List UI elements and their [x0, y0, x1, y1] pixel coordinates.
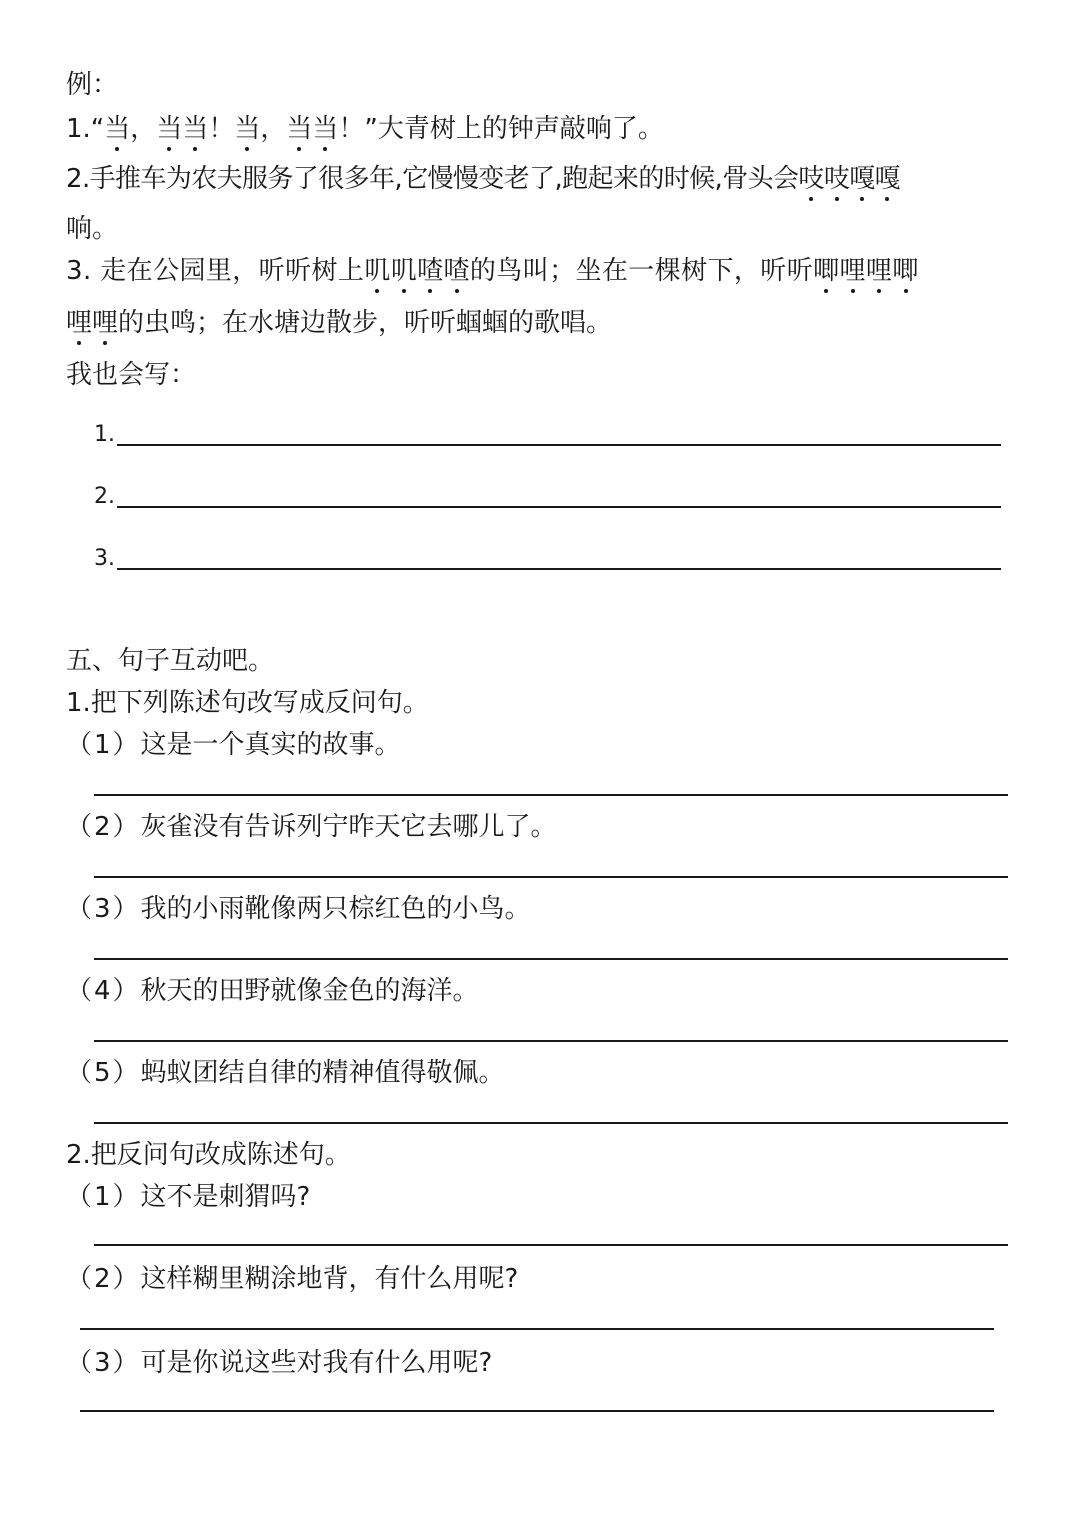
question-text: 这是一个真实的故事。 — [140, 730, 401, 760]
example-sentence-3-line-2 — [66, 306, 612, 340]
example-3-text-b: 的鸟叫；坐在一棵树下，听听 — [469, 256, 814, 286]
question-number: （5） — [66, 1058, 141, 1088]
write-label: 我也会写： — [66, 360, 197, 390]
dotted-char: 叽 — [364, 256, 391, 286]
example-sentence-3-line-1 — [66, 254, 919, 288]
question-item — [66, 974, 479, 1008]
dotted-char: 当 — [234, 114, 261, 144]
answer-line[interactable] — [80, 1410, 994, 1412]
example-2-text-a: 2.手推车为农夫服务了很多年,它慢慢变老了,跑起来的时候,骨头会 — [66, 164, 799, 194]
write-line-number: 1. — [94, 422, 115, 447]
question-number: （4） — [66, 976, 141, 1006]
question-number: （2） — [66, 812, 141, 842]
dotted-char: 哩 — [839, 256, 866, 286]
dotted-char: 当 — [182, 114, 209, 144]
example-3-text-c: 的虫鸣；在水塘边散步，听听蝈蝈的歌唱。 — [118, 308, 613, 338]
question-text: 我的小雨靴像两只棕红色的小鸟。 — [140, 894, 531, 924]
question-item — [66, 728, 401, 762]
answer-line[interactable] — [94, 1244, 1008, 1246]
dotted-char: 喳 — [417, 256, 444, 286]
question-number: （2） — [66, 1264, 141, 1294]
example-1-text-b: ， — [130, 114, 157, 144]
answer-line[interactable] — [94, 1122, 1008, 1124]
dotted-char: 当 — [156, 114, 183, 144]
example-3-text-a: 3. 走在公园里，听听树上 — [66, 256, 365, 286]
answer-line[interactable] — [94, 958, 1008, 960]
answer-line[interactable] — [94, 794, 1008, 796]
dotted-char: 吱 — [798, 164, 824, 194]
write-answer-rule — [117, 568, 1001, 570]
dotted-char: 叽 — [390, 256, 418, 286]
write-answer-rule — [117, 444, 1001, 446]
question-number: （3） — [66, 894, 141, 924]
dotted-char: 吱 — [823, 164, 850, 194]
dotted-char: 唧 — [813, 256, 840, 286]
answer-line[interactable] — [80, 1328, 994, 1330]
question-item — [66, 1346, 492, 1380]
question-item — [66, 892, 531, 926]
question-text: 秋天的田野就像金色的海洋。 — [140, 976, 479, 1006]
section-5-title: 五、句子互动吧。 — [66, 646, 275, 676]
question-item — [66, 1262, 518, 1296]
question-item — [66, 1180, 310, 1214]
question-text: 蚂蚁团结自律的精神值得敬佩。 — [140, 1058, 505, 1088]
answer-line[interactable] — [94, 1040, 1008, 1042]
dotted-char: 哩 — [92, 308, 119, 338]
dotted-char: 唧 — [892, 256, 919, 286]
write-line-number: 3. — [94, 546, 115, 571]
example-1-text-c: ！ — [208, 114, 235, 144]
question-number: （3） — [66, 1348, 141, 1378]
dotted-char: 嘎 — [874, 164, 901, 194]
question-text: 这不是刺猬吗? — [140, 1182, 311, 1212]
question-text: 可是你说这些对我有什么用呢? — [140, 1348, 493, 1378]
dotted-char: 嘎 — [849, 164, 875, 194]
write-line-2[interactable] — [94, 482, 1001, 512]
part-2-title: 2.把反问句改成陈述句。 — [66, 1140, 351, 1170]
question-text: 这样糊里糊涂地背，有什么用呢? — [140, 1264, 519, 1294]
dotted-char: 哩 — [865, 256, 893, 286]
dotted-char: 当 — [312, 114, 339, 144]
example-1-text-f: ！”大青树上的钟声敲响了。 — [338, 114, 664, 144]
dotted-char: 当 — [286, 114, 313, 144]
example-sentence-2-line-2: 响。 — [66, 214, 119, 244]
part-1-title: 1.把下列陈述句改写成反问句。 — [66, 688, 429, 718]
write-line-3[interactable] — [94, 544, 1001, 574]
dotted-char: 喳 — [443, 256, 470, 286]
example-1-text-e: ， — [260, 114, 287, 144]
answer-line[interactable] — [94, 876, 1008, 878]
example-sentence-2-line-1 — [66, 162, 900, 196]
write-answer-rule — [117, 506, 1001, 508]
example-label: 例： — [66, 70, 119, 100]
question-number: （1） — [66, 730, 141, 760]
question-item — [66, 810, 557, 844]
dotted-char: 哩 — [66, 308, 93, 338]
write-line-1[interactable] — [94, 420, 1001, 450]
example-1-text-a: 1.“ — [66, 114, 105, 144]
question-item — [66, 1056, 505, 1090]
write-line-number: 2. — [94, 484, 115, 509]
question-text: 灰雀没有告诉列宁昨天它去哪儿了。 — [140, 812, 557, 842]
example-sentence-1 — [66, 112, 664, 146]
dotted-char: 当 — [104, 114, 131, 144]
question-number: （1） — [66, 1182, 141, 1212]
